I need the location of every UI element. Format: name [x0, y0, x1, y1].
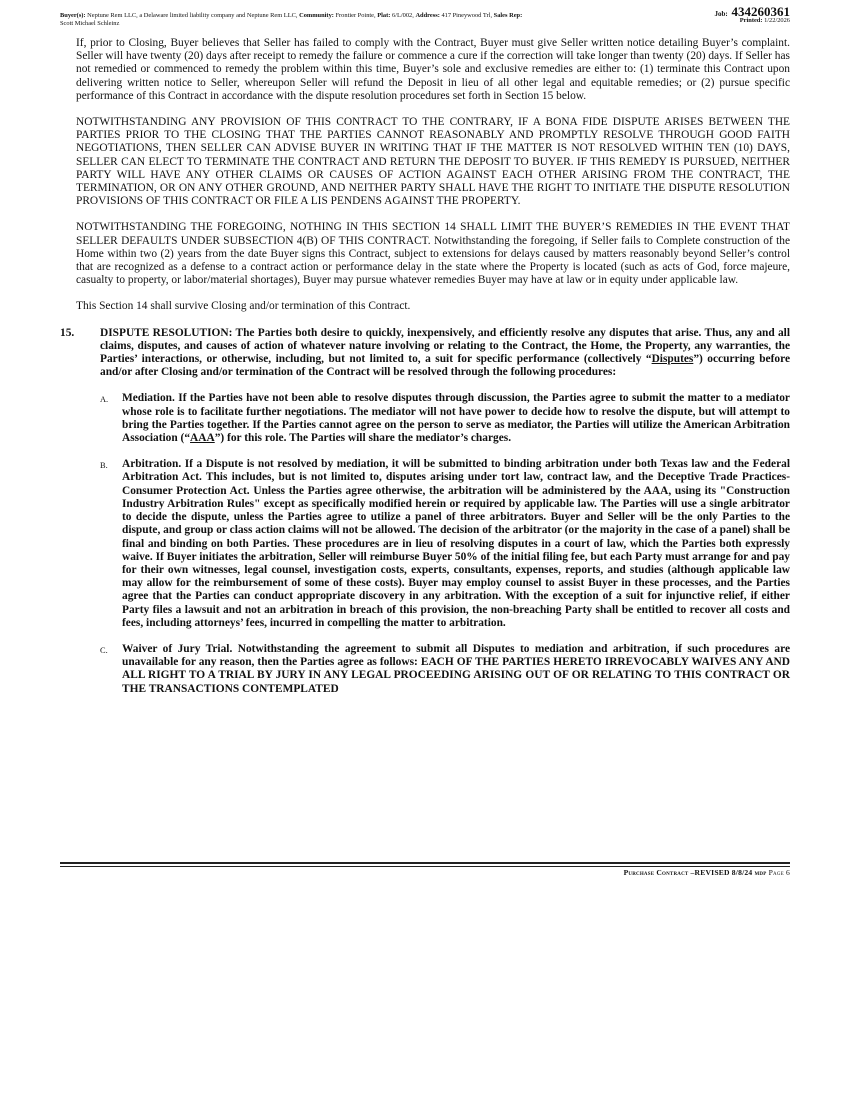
header-meta	[60, 12, 690, 28]
subsection-arbitration-text: Arbitration. If a Dispute is not resolved by mediation, it will be submitted to binding arbitration under both Texas law and the Federal Arbitration Act. This includes, but is not limited to, disputes arising under tort law, contract law, and the Deceptive Trade Practices-Consumer Protection Act. Unless the Parties agree otherwise, the arbitration will be administered by the AAA, using its "Construction Industry Arbitration Rules" except as specifically modified herein or required by applicable law. The Parties will use a single arbitrator to decide the dispute, unless the Parties agree to utilize a panel of three arbitrators. Buyer and Seller will be the only Parties to the dispute, and group or class action claims will not be allowed. The decision of the arbitrator (or the majority in the case of a panel) shall be final and binding on both Parties. These procedures are in lieu of resolving disputes in a court of law, which the Parties both expressly waive. If Buyer initiates the arbitration, Seller will reimburse Buyer 50% of the initial filing fee, but each Party must arrange for and pay for their own witnesses, legal counsel, investigation costs, experts, consultants, expenses, reports, and studies (although applicable law may allow for the reimbursement of some of these costs). Buyer may employ counsel to assist Buyer in these processes, and the Parties agree that the Parties can conduct appropriate discovery in any arbitration. With the exception of a suit for injunctive relief, if either Party files a lawsuit and not an arbitration in breach of this provision, the non-breaching Party shall be entitled to recover all costs and fees, including attorneys’ fees, incurred in compelling the matter to arbitration.	[122, 458, 790, 629]
printed-date: 1/22/2026	[764, 17, 790, 24]
footer-rule-thin	[60, 866, 790, 867]
sales-rep-label: Sales Rep:	[493, 12, 523, 19]
subsection-letter: C.	[100, 645, 108, 655]
subsection-letter: A.	[100, 395, 109, 405]
page-header	[60, 4, 790, 34]
plat-value: 6/L/002,	[391, 12, 414, 19]
printed-label: Printed:	[739, 17, 763, 24]
section-15-text	[100, 327, 790, 380]
subsection-jury-waiver	[100, 643, 790, 696]
section-15	[60, 327, 790, 380]
job-number: 434260361	[731, 4, 790, 19]
mediation-text-a: Mediation. If the Parties have not been able to resolve disputes through discussion, the Parties agree to submit the matter to a mediator whose role is to facilitate further negotiations. The mediator will not have power to decide how to resolve the dispute, but will attempt to bring the Parties together. If the Parties cannot agree on the person to serve as mediator, the Parties will utilize the American Arbitration Association (“	[122, 392, 790, 445]
paragraph-buyer-remedies-rest: Notwithstanding the foregoing, if Seller fails to Complete construction of the Home within two (2) years from the date Buyer signs this Contract, subject to extensions for delays caused by matters reasonably beyond Seller’s control that are recognized as a defense to a contract action or performance delay in the state where the Property is located (such as acts of God, force majeure, casualty to property, or labor/material shortages), Buyer may pursue whatever remedies Buyer may have at law or in equity under applicable law.	[76, 234, 790, 287]
defined-term-aaa: AAA	[190, 432, 215, 445]
community-label: Community:	[299, 12, 334, 19]
footer-title: Purchase Contract –REVISED 8/8/24 mdp	[623, 868, 767, 877]
section-15-text-b: ”) occurring before and/or after Closing and/or termination of the Contract will be resolved through the following procedures:	[100, 353, 791, 379]
document-body	[60, 37, 790, 709]
address-value: 417 Pineywood Trl,	[441, 12, 493, 19]
section-15-text-a: DISPUTE RESOLUTION: The Parties both desire to quickly, inexpensively, and efficiently resolve any disputes that arise. Thus, any and all claims, disputes, and causes of action of whatever nature involving or relating to the Contract, the Home, the Property, any warranties, the Parties’ interactions, or otherwise, including, but not limited to, a suit for specific performance (collectively “	[100, 326, 790, 366]
subsection-arbitration	[100, 458, 790, 630]
section-number: 15.	[60, 326, 75, 339]
page-number: Page 6	[768, 868, 790, 877]
plat-label: Plat:	[377, 12, 391, 19]
subsection-letter: B.	[100, 461, 108, 471]
paragraph-buyer-remedies-caps: NOTWITHSTANDING THE FOREGOING, NOTHING IN THIS SECTION 14 SHALL LIMIT THE BUYER’S REMEDIES IN THE EVENT THAT SELLER DEFAULTS UNDER SUBSECTION 4(B) OF THIS CONTRACT.	[76, 221, 790, 247]
paragraph-survival: This Section 14 shall survive Closing and/or termination of this Contract.	[76, 300, 411, 313]
mediation-text-b: ”) for this role. The Parties will share the mediator’s charges.	[214, 432, 512, 445]
job-label: Job:	[714, 10, 728, 18]
paragraph-seller-failure: If, prior to Closing, Buyer believes that Seller has failed to comply with the Contract, Buyer must give Seller written notice detailing Buyer’s complaint. Seller will have twenty (20) days after receipt to remedy the failure or commence a cure if the correction will take longer than twenty (20) days. If Seller has not remedied or commenced to remedy the problem within this time, Buyer’s sole and exclusive remedies are either to: (1) terminate this Contract upon delivering written notice to Seller, whereupon Seller will refund the Deposit in lieu of all other legal and equitable remedies; or (2) pursue specific performance of this Contract in accordance with the dispute resolution procedures set forth in Section 15 below.	[76, 37, 790, 102]
community-value: Frontier Pointe,	[335, 12, 376, 19]
sales-rep-value: Scott Michael Schleinz	[60, 20, 120, 27]
paragraph-bona-fide-dispute: NOTWITHSTANDING ANY PROVISION OF THIS CONTRACT TO THE CONTRARY, IF A BONA FIDE DISPUTE ARISES BETWEEN THE PARTIES PRIOR TO THE CLOSING THAT THE PARTIES CANNOT REASONABLY AND PROMPTLY RESOLVE THROUGH GOOD FAITH NEGOTIATIONS, THEN SELLER CAN ADVISE BUYER IN WRITING THAT IF THE MATTER IS NOT RESOLVED WITHIN TEN (10) DAYS, SELLER CAN ELECT TO TERMINATE THE CONTRACT AND RETURN THE DEPOSIT TO BUYER. IF THIS REMEDY IS PURSUED, NEITHER PARTY WILL HAVE ANY OTHER CLAIMS OR CAUSES OF ACTION AGAINST EACH OTHER ARISING FROM THE CONTRACT, THE TERMINATION, OR ON ANY OTHER GROUND, AND NEITHER PARTY SHALL HAVE THE RIGHT TO INITIATE THE DISPUTE RESOLUTION PROVISIONS OF THIS CONTRACT OR FILE A LIS PENDENS AGAINST THE PROPERTY.	[76, 116, 790, 208]
defined-term-disputes: Disputes	[651, 353, 694, 366]
address-label: Address:	[415, 12, 440, 19]
job-info	[670, 4, 790, 25]
buyers-value: Neptune Rem LLC, a Delaware limited liability company and Neptune Rem LLC,	[87, 12, 298, 19]
subsection-jury-waiver-text: Waiver of Jury Trial. Notwithstanding the agreement to submit all Disputes to mediation and arbitration, if such procedures are unavailable for any reason, then the Parties agree as follows: EACH OF THE PARTIES HERETO IRREVOCABLY WAIVES ANY AND ALL RIGHT TO A TRIAL BY JURY IN ANY LEGAL PROCEEDING ARISING OUT OF OR RELATING TO THIS CONTRACT OR THE TRANSACTIONS CONTEMPLATED	[122, 642, 790, 695]
footer-rule-thick	[60, 862, 790, 864]
page-footer	[624, 868, 790, 877]
buyers-label: Buyer(s):	[60, 12, 86, 19]
subsection-mediation-text	[122, 392, 790, 445]
subsection-mediation	[100, 392, 790, 445]
paragraph-buyer-remedies	[60, 221, 790, 287]
